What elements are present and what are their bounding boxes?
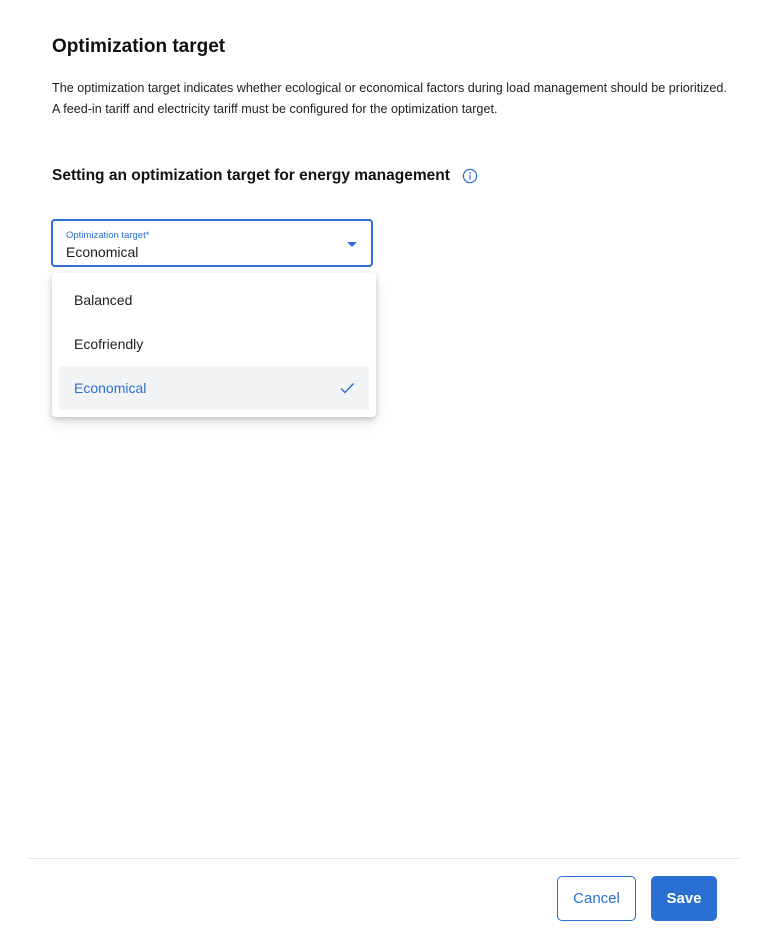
option-label: Balanced bbox=[74, 292, 133, 308]
option-label: Ecofriendly bbox=[74, 336, 144, 352]
info-icon[interactable] bbox=[462, 168, 478, 184]
footer-divider bbox=[29, 858, 739, 859]
option-balanced[interactable] bbox=[59, 278, 369, 322]
cancel-button[interactable]: Cancel bbox=[557, 876, 636, 921]
section-title: Setting an optimization target for energy management bbox=[52, 167, 450, 184]
check-icon bbox=[339, 380, 355, 396]
page-title: Optimization target bbox=[52, 36, 226, 57]
save-button[interactable]: Save bbox=[651, 876, 717, 921]
caret-down-icon bbox=[347, 242, 357, 247]
optimization-target-select[interactable] bbox=[51, 219, 373, 267]
select-label: Optimization target* bbox=[66, 230, 150, 241]
option-ecofriendly[interactable] bbox=[59, 322, 369, 366]
dropdown-menu bbox=[52, 273, 376, 417]
option-economical[interactable] bbox=[59, 366, 369, 410]
section-header bbox=[52, 167, 478, 185]
page-description: The optimization target indicates whether ecological or economical factors during load management should be prioritized. A feed-in tariff and electricity tariff must be configured for the optimization target. bbox=[52, 81, 727, 116]
select-value: Economical bbox=[66, 244, 139, 260]
option-label: Economical bbox=[74, 380, 147, 396]
